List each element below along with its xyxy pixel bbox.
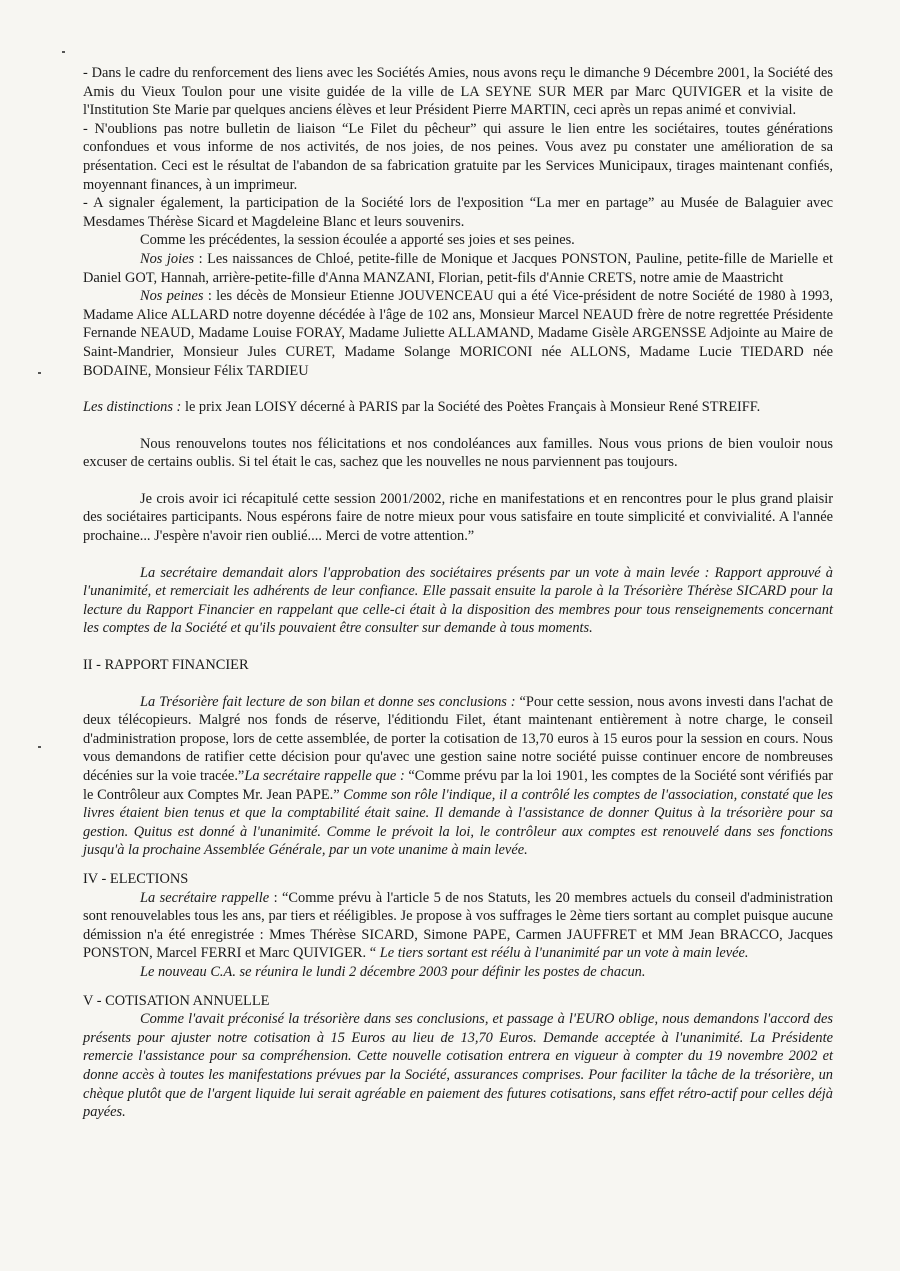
paragraph-session: Comme les précédentes, la session écoulée a apporté ses joies et ses peines.: [140, 232, 575, 249]
rf-quote: “Pour cette session, nous avons investi dans l'achat de deux télécopieurs. Malgré nos fonds de réserve, l'éditiondu Filet, étant maintenant entièrement à notre charge, le conseil d'administration propose, lors de cette assemblée, de porter la cotisation de 13,70 euros à 15 euros pour la session en cours. Nous vous demandons de ratifier cette décision pour qu'avec une gestion saine notre société puisse continuer encore de nombreuses décénies sur la voie tracée.”: [83, 693, 833, 784]
scan-speck: [62, 51, 65, 53]
el-quote: : “Comme prévu à l'article 5 de nos Statuts, les 20 membres actuels du conseil d'administration sont renouvelables tous les ans, par tiers et rééligibles. Je propose à vos suffrages le 2ème tiers sortant au complet puisque aucune démission n'a été enregistrée : Mmes Thérèse SICARD, Simone PAPE, Carmen JAUFFRET et MM Jean BRACCO, Jacques PONSTON, Marcel FERRI et Marc QUIVIGER. “: [83, 889, 833, 962]
distinctions-label: Les distinctions :: [83, 399, 182, 416]
paragraph-felicitations: Nous renouvelons toutes nos félicitations et nos condoléances aux familles. Nous vous prions de bien vouloir nous excuser de certains oublis. Si tel était le cas, sachez que les nouvelles ne nous parviennent pas toujours.: [83, 435, 833, 471]
joies-label: Nos joies: [140, 250, 195, 267]
rf-lead2: La secrétaire rappelle que :: [244, 768, 405, 784]
paragraph-joies: [83, 250, 833, 287]
paragraph-cotisation: Comme l'avait préconisé la trésorière dans ses conclusions, et passage à l'EURO oblige, nous demandons l'accord des présents pour ajuster notre cotisation à 15 Euros au lieu de 13,70 Euros. Demande acceptée à l'unanimité. La Présidente remercie l'assistance pour sa compréhension. Cette nouvelle cotisation entrera en vigueur à compter du 19 novembre 2002 et donne accès à toutes les manifestations prévues par la Société, assurances comprises. Pour faciliter la tâche de la trésorière, un chèque plutôt que de l'argent liquide lui serait agréable en paiement des futures cotisations, sans effet rétro-actif pour celles déjà payées.: [83, 1011, 833, 1121]
peines-label: Nos peines: [140, 288, 204, 305]
heading-elections: IV - ELECTIONS: [83, 870, 189, 887]
distinctions-text: le prix Jean LOISY décerné à PARIS par la Société des Poètes Français à Monsieur René STREIFF.: [181, 399, 761, 416]
paragraph-distinctions: [83, 398, 833, 417]
scan-speck: [38, 372, 41, 374]
paragraph-rapport-financier: [83, 693, 833, 860]
heading-cotisation: V - COTISATION ANNUELLE: [83, 992, 270, 1009]
rf-tail: Comme son rôle l'indique, il a contrôlé les comptes de l'association, constaté que les livres étaient bien tenus et que la comptabilité était saine. Il demande à l'assistance de donner Quitus à la trésorière pour sa gestion. Quitus est donné à l'unanimité. Comme le prévoit la loi, le contrôleur aux comptes est renouvelé dans ses fonctions jusqu'à la prochaine Assemblée Générale, par un vote unanime à main levée.: [83, 786, 833, 859]
heading-rapport-financier: II - RAPPORT FINANCIER: [83, 657, 249, 674]
paragraph-exposition: - A signaler également, la participation de la Société lors de l'exposition “La mer en partage” au Musée de Balaguier avec Mesdames Thérèse Sicard et Magdeleine Blanc et leurs souvenirs.: [83, 195, 833, 230]
rf-lead: La Trésorière fait lecture de son bilan et donne ses conclusions :: [140, 693, 516, 710]
peines-text: : les décès de Monsieur Etienne JOUVENCEAU qui a été Vice-président de notre Société de 1980 à 1993, Madame Alice ALLARD notre doyenne décédée à l'âge de 102 ans, Monsieur Marcel NEAUD frère de notre regrettée Présidente Fernande NEAUD, Madame Louise FORAY, Madame Juliette ALLAMAND, Madame Gisèle ARGENSSE Adjointe au Maire de Saint-Mandrier, Monsieur Jules CURET, Madame Solange MORICONI née ALLONS, Madame Lucie TIEDARD née BODAINE, Monsieur Félix TARDIEU: [83, 288, 833, 379]
joies-text: : Les naissances de Chloé, petite-fille de Monique et Jacques PONSTON, Pauline, petite-fille de Marielle et Daniel GOT, Hannah, arrière-petite-fille d'Anna MANZANI, Florian, petit-fils d'Annie CRETS, notre amie de Maastricht: [83, 250, 834, 286]
paragraph-amis-vieux-toulon: - Dans le cadre du renforcement des liens avec les Sociétés Amies, nous avons reçu le dimanche 9 Décembre 2001, la Société des Amis du Vieux Toulon pour une visite guidée de la ville de LA SEYNE SUR MER par Marc QUIVIGER et la visite de l'Institution Ste Marie par quelques anciens élèves et leur Président Pierre MARTIN, ceci après un repas animé et convivial.: [83, 65, 833, 119]
paragraph-filet-du-pecheur: - N'oublions pas notre bulletin de liaison “Le Filet du pêcheur” qui assure le lien entre les sociétaires, toutes générations confondues et vous informe de nos activités, de nos joies, de nos peines. Vous avez pu constater une amélioration de sa présentation. Ceci est le résultat de l'abandon de sa fabrication gratuite par les Services Municipaux, tirages maintenant confiés, moyennant finances, à un imprimeur.: [83, 120, 833, 193]
el-tail: Le tiers sortant est réélu à l'unanimité par un vote à main levée.: [379, 945, 749, 962]
paragraph-peines: [83, 287, 833, 380]
paragraph-nouveau-ca: Le nouveau C.A. se réunira le lundi 2 décembre 2003 pour définir les postes de chacun.: [140, 963, 646, 980]
el-lead: La secrétaire rappelle: [140, 889, 270, 906]
paragraph-recap: Je crois avoir ici récapitulé cette session 2001/2002, riche en manifestations et en rencontres pour le plus grand plaisir des sociétaires participants. Nous espérons faire de notre mieux pour vous satisfaire en toute simplicité et convivialité. A l'année prochaine... J'espère n'avoir rien oublié.... Merci de votre attention.”: [83, 490, 833, 545]
paragraph-approbation: La secrétaire demandait alors l'approbation des sociétaires présents par un vote à main levée : Rapport approuvé à l'unanimité, et remerciait les adhérents de leur confiance. Elle passait ensuite la parole à la Trésorière Thérèse SICARD pour la lecture du Rapport Financier en rappelant que celle-ci était à la disposition des membres pour tous renseignements concernant les comptes de la Société et qu'ils pouvaient être consulter sur demande à tous moments.: [83, 564, 833, 637]
rf-quote2: “Comme prévu par la loi 1901, les comptes de la Société sont vérifiés par le Contrôleur aux Comptes Mr. Jean PAPE.”: [83, 768, 834, 803]
paragraph-elections: [83, 889, 833, 963]
document-page: [83, 64, 833, 1122]
scan-speck: [38, 746, 41, 748]
